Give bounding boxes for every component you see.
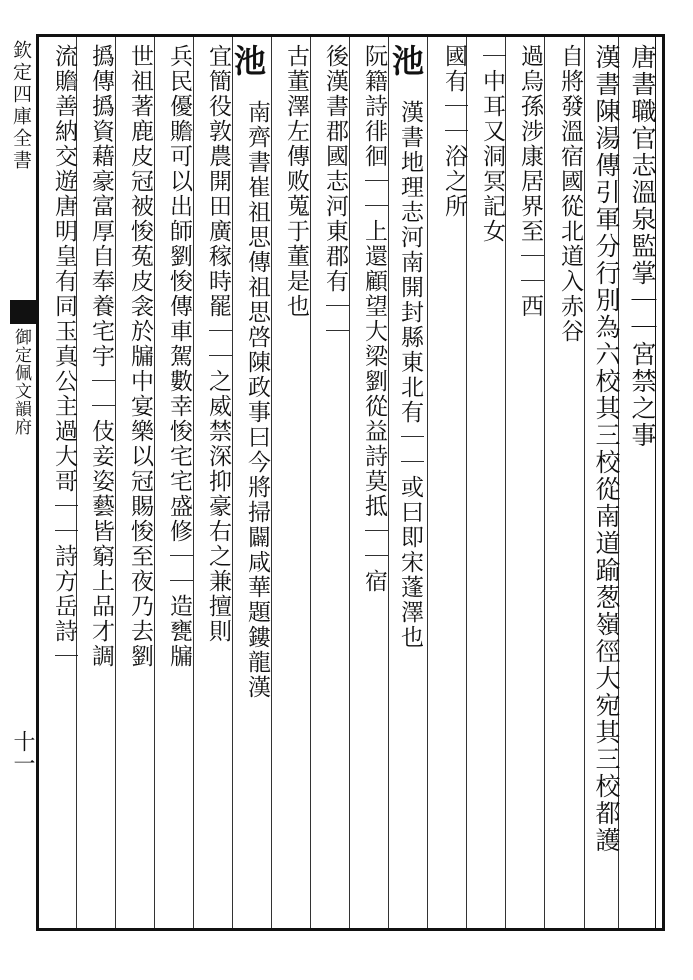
margin-header-text: 欽定四庫全書 xyxy=(10,40,32,172)
frame-bottom-rule xyxy=(36,928,662,931)
text-column-7: 漢書地理志河南開封縣東北有｜｜或曰即宋蓬澤也 xyxy=(397,100,423,650)
heading-pool: 池 xyxy=(387,44,425,78)
text-column-4: 過烏孫涉康居界至｜｜西 xyxy=(517,44,543,319)
text-column-5: ｜中耳又洞冥記女 xyxy=(479,44,505,244)
text-column-11: 南齊書崔祖思傳祖思啓陳政事曰今將掃闢咸華題鏤龍漢 xyxy=(244,100,270,700)
text-column-14: 世祖著鹿皮冠被悛菟皮衾於牖中宴樂以冠賜悛至夜乃去劉 xyxy=(127,44,153,669)
frame-left-rule xyxy=(36,34,39,931)
text-column-15: 撝傳撝資藉豪富厚自奉養宅宇｜｜伎妾姿藝皆窮上品才調 xyxy=(88,44,114,669)
text-column-2: 漢書陳湯傳引軍分行別為六校其三校從南道踰葱嶺徑大宛其三校都護 xyxy=(592,44,621,854)
margin-book-title: 御定佩文韻府 xyxy=(11,328,31,436)
text-column-9: 後漢書郡國志河東郡有｜｜ xyxy=(322,44,348,344)
text-column-10: 古董澤左傳败蒐于董是也 xyxy=(283,44,309,319)
text-column-3: 自將發溫宿國從北道入赤谷 xyxy=(557,44,583,344)
text-column-12: 宜簡役敦農開田廣稼時罷｜｜之威禁深抑豪右之兼擅則 xyxy=(205,44,231,644)
fish-tail-mark xyxy=(10,300,36,324)
text-column-6: 國有｜｜浴之所 xyxy=(441,44,467,219)
page-number: 十一 xyxy=(10,730,35,774)
text-column-13: 兵民優贍可以出師劉悛傳車駕數幸悛宅宅盛修｜｜造甕牖 xyxy=(166,44,192,669)
text-column-16: 流贍善納交遊唐明皇有同玉真公主過大哥｜｜詩方岳詩｜ xyxy=(51,44,77,669)
text-column-1: 唐書職官志溫泉監掌｜｜宮禁之事 xyxy=(628,44,657,449)
heading-pool-2: 池 xyxy=(229,44,267,78)
text-column-8: 阮籍詩徘徊｜｜上還顧望大梁劉從益詩莫抵｜｜宿 xyxy=(361,44,387,594)
